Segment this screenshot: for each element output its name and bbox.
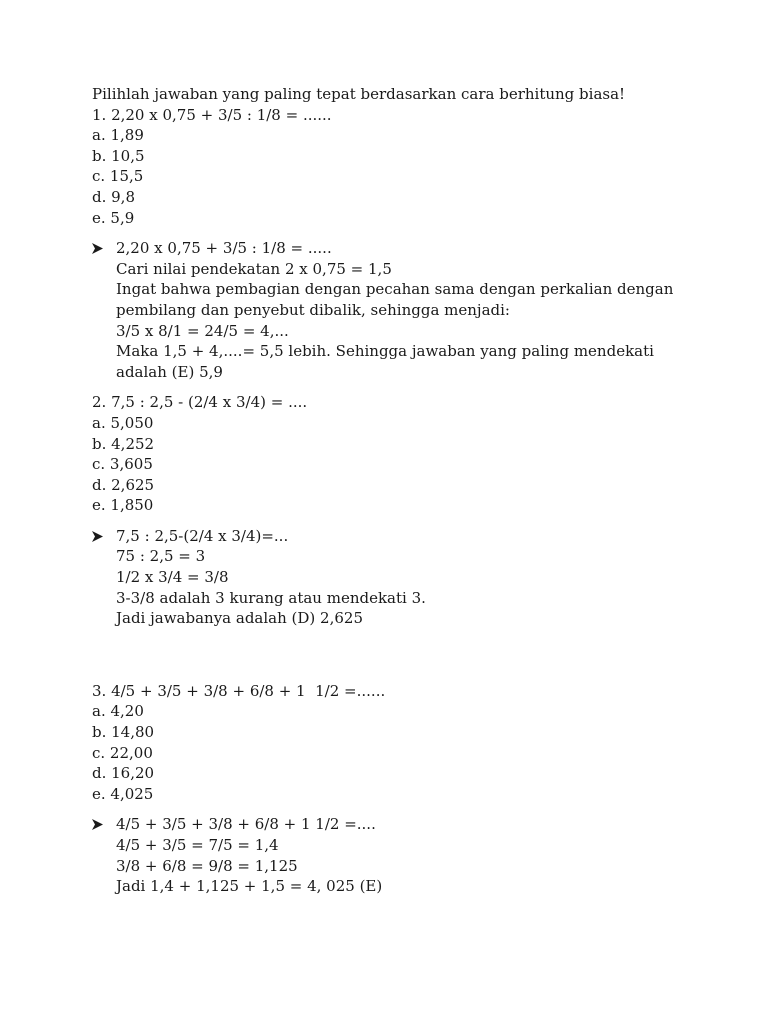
question-1-option-d: d. 9,8 [92,187,135,206]
arrowhead-bullet-icon [92,526,106,547]
question-3-solution [92,814,712,896]
question-3-option-b: b. 14,80 [92,723,155,742]
question-2-option-c: c. 3,605 [92,455,153,474]
solution-1-line-5: 3/5 x 8/1 = 24/5 = 4,... [116,321,289,340]
instruction-text: Pilihlah jawaban yang paling tepat berdasarkan cara berhitung biasa! [92,85,626,103]
question-1-solution [92,238,712,382]
question-2-option-a: a. 5,050 [92,413,154,432]
question-1-option-a: a. 1,89 [92,126,144,145]
arrowhead-bullet-icon [92,814,106,835]
question-2-solution [92,526,712,629]
solution-1-line-1: 2,20 x 0,75 + 3/5 : 1/8 = ..... [116,239,332,258]
question-2-option-d: d. 2,625 [92,475,155,494]
question-2-option-e: e. 1,850 [92,496,154,515]
solution-1-line-3: Ingat bahwa pembagian dengan pecahan sama dengan perkalian dengan [116,280,674,299]
question-1-option-c: c. 15,5 [92,167,144,186]
question-2: 2. 7,5 : 2,5 - (2/4 x 3/4) = .... [92,393,308,412]
solution-3-line-1: 4/5 + 3/5 + 3/8 + 6/8 + 1 1/2 =.... [116,815,376,834]
solution-3-line-3: 3/8 + 6/8 = 9/8 = 1,125 [116,856,298,875]
solution-1-line-7: adalah (E) 5,9 [116,362,223,381]
solution-3-line-4: Jadi 1,4 + 1,125 + 1,5 = 4, 025 (E) [116,877,383,896]
question-1-option-e: e. 5,9 [92,208,135,227]
solution-1-line-6: Maka 1,5 + 4,....= 5,5 lebih. Sehingga jawaban yang paling mendekati [116,342,654,361]
solution-1-line-4: pembilang dan penyebut dibalik, sehingga menjadi: [116,300,510,319]
question-3-option-d: d. 16,20 [92,764,155,783]
question-3-option-e: e. 4,025 [92,784,154,803]
solution-2-line-2: 75 : 2,5 = 3 [116,547,206,566]
solution-2-line-1: 7,5 : 2,5-(2/4 x 3/4)=... [116,526,289,545]
solution-1-line-2: Cari nilai pendekatan 2 x 0,75 = 1,5 [116,259,392,278]
solution-2-line-3: 1/2 x 3/4 = 3/8 [116,568,229,587]
solution-2-line-4: 3-3/8 adalah 3 kurang atau mendekati 3. [116,588,426,607]
question-3: 3. 4/5 + 3/5 + 3/8 + 6/8 + 1 1/2 =...... [92,681,386,700]
solution-3-line-2: 4/5 + 3/5 = 7/5 = 1,4 [116,836,279,854]
question-1-option-b: b. 10,5 [92,146,145,165]
question-2-option-b: b. 4,252 [92,434,155,453]
question-3-option-a: a. 4,20 [92,702,144,721]
document-page [92,84,712,897]
question-3-option-c: c. 22,00 [92,743,153,762]
arrowhead-bullet-icon [92,238,106,259]
solution-2-line-5: Jadi jawabanya adalah (D) 2,625 [116,609,363,628]
question-1: 1. 2,20 x 0,75 + 3/5 : 1/8 = ...... [92,105,332,124]
